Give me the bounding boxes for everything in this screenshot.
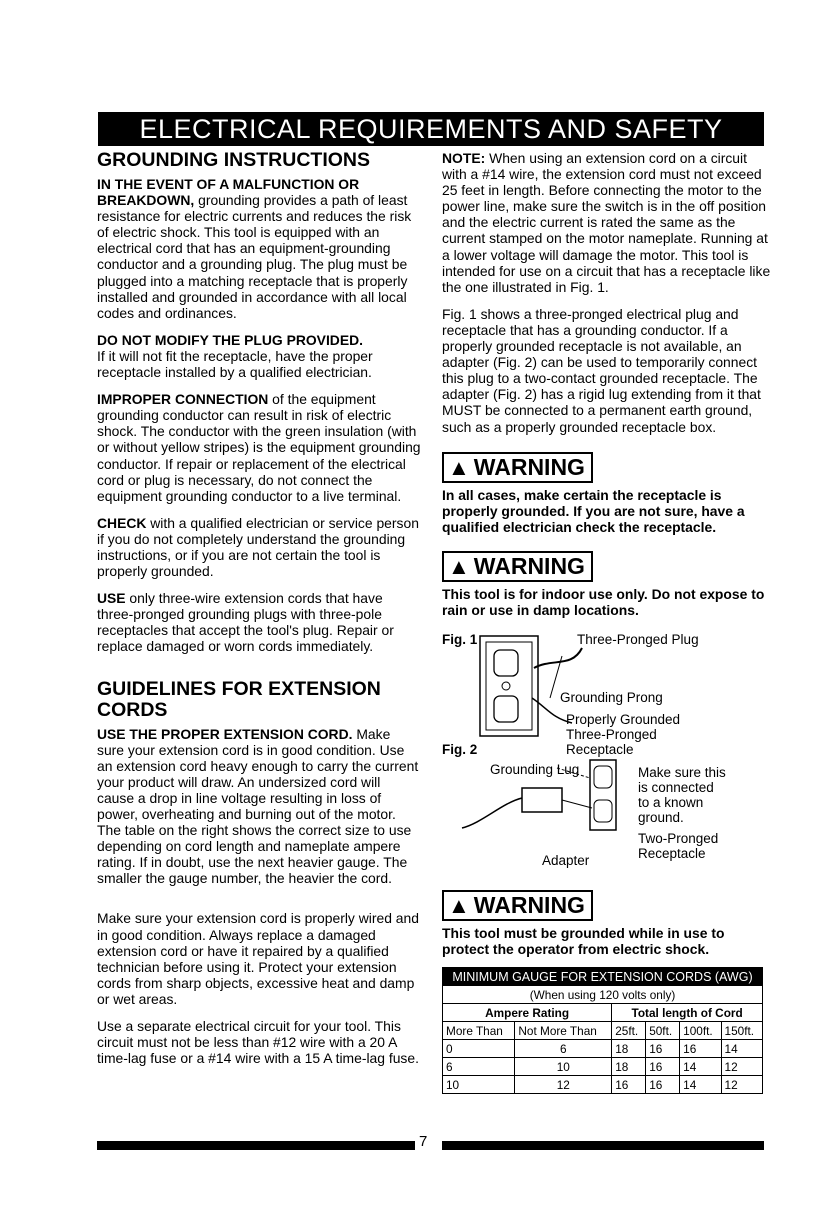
- lead-text: USE: [97, 590, 126, 607]
- body-text: only three-wire extension cords that have three-pronged grounding plugs with three-pole receptacles that accept the tool's plug. Repair or replace damaged or worn cords immediately.: [97, 590, 394, 655]
- body-text: When using an extension cord on a circuit with a #14 wire, the extension cord must not exceed 25 feet in length. Before connecting the motor to the power line, make sure the switch is in the off position and the electric current is rated the same as the current stamped on the motor nameplate. Running at a lower voltage will damage the motor. This tool is intended for use on a circuit that has a receptacle like the one illustrated in Fig. 1.: [442, 150, 771, 295]
- paragraph-check: [97, 515, 421, 579]
- cell: 12: [721, 1058, 762, 1076]
- lead-text: DO NOT MODIFY THE PLUG PROVIDED.: [97, 331, 363, 348]
- cell: 16: [646, 1058, 680, 1076]
- warning-triangle-icon: ▲: [448, 893, 470, 919]
- paragraph-modify: [97, 332, 421, 380]
- header-length: 25ft.: [612, 1022, 646, 1040]
- page-banner: ELECTRICAL REQUIREMENTS AND SAFETY: [98, 112, 764, 146]
- lead-text: IN THE EVENT OF A MALFUNCTION OR BREAKDOWN,: [97, 176, 360, 209]
- paragraph-fig: Fig. 1 shows a three-pronged electrical plug and receptacle that has a grounding conductor. If a properly grounded receptacle is not available, an adapter (Fig. 2) can be used to temporarily connect this plug to a two-contact grounded receptacle. The adapter (Fig. 2) has a rigid lug extending from it that MUST be connected to a permanent earth ground, such as a properly grounded receptacle box.: [442, 305, 761, 435]
- table-subtitle: (When using 120 volts only): [443, 986, 763, 1004]
- cell: 14: [680, 1058, 721, 1076]
- cell: 16: [646, 1040, 680, 1058]
- cell: 10: [515, 1058, 612, 1076]
- grounding-title: GROUNDING INSTRUCTIONS: [97, 149, 370, 171]
- body-text: If it will not fit the receptacle, have the proper receptacle installed by a qualified electrician.: [97, 347, 373, 381]
- page-number: 7: [419, 1133, 428, 1150]
- warning-text: This tool must be grounded while in use to protect the operator from electric shock.: [442, 925, 725, 958]
- lead-text: IMPROPER CONNECTION: [97, 391, 269, 408]
- lead-text: NOTE:: [442, 150, 486, 166]
- receptacle-label: Receptacle: [566, 742, 634, 758]
- figure-plug-receptacle: [442, 628, 772, 869]
- body-text: grounding provides a path of least resistance for electric currents and reduces the risk of electric shock. This tool is equipped with an electrical cord that has an equipment-grounding conductor and a grounding plug. The plug must be plugged into a matching receptacle that is properly installed and grounded in accordance with all local codes and ordinances.: [97, 192, 412, 321]
- extension-title: GUIDELINES FOR EXTENSION CORDS: [97, 677, 381, 721]
- lead-text: CHECK: [97, 514, 147, 531]
- cell: 14: [680, 1076, 721, 1094]
- cell: 12: [515, 1076, 612, 1094]
- make-sure-label: is connected: [638, 780, 714, 796]
- grounding-lug-label: Grounding Lug: [490, 762, 580, 778]
- right-column: [442, 150, 772, 1094]
- gauge-table: [442, 967, 763, 1094]
- body-text: with a qualified electrician or service person if you do not completely understand the grounding instructions, or if you are not certain the tool is properly grounded.: [97, 514, 419, 580]
- warning-word: WARNING: [473, 552, 585, 579]
- footer-bar-right: [442, 1141, 764, 1150]
- adapter-label: Adapter: [542, 853, 590, 869]
- cell: 16: [646, 1076, 680, 1094]
- cell: 0: [443, 1040, 515, 1058]
- table-row: [443, 1076, 763, 1094]
- header-ampere: Ampere Rating: [443, 1004, 612, 1022]
- cell: 10: [443, 1076, 515, 1094]
- cell: 16: [680, 1040, 721, 1058]
- paragraph-use: [97, 590, 421, 654]
- grounding-prong-label: Grounding Prong: [560, 690, 663, 706]
- cell: 18: [612, 1040, 646, 1058]
- spacer: [442, 844, 772, 884]
- warning-label: [442, 551, 593, 582]
- warning-text: In all cases, make certain the receptacle is properly grounded. If you are not sure, have a qualified electrician check the receptacle.: [442, 486, 745, 535]
- left-column: [97, 150, 421, 1077]
- header-length: 150ft.: [721, 1022, 762, 1040]
- header-total: Total length of Cord: [612, 1004, 763, 1022]
- header-more: More Than: [443, 1022, 515, 1040]
- cell: 12: [721, 1076, 762, 1094]
- receptacle2-label: Receptacle: [638, 846, 706, 862]
- warning-triangle-icon: ▲: [448, 454, 470, 480]
- header-notmore: Not More Than: [515, 1022, 612, 1040]
- cell: 6: [515, 1040, 612, 1058]
- cell: 18: [612, 1058, 646, 1076]
- make-sure-label: to a known: [638, 795, 704, 811]
- fig2-label: Fig. 2: [442, 742, 478, 758]
- properly-grounded-label: Properly Grounded: [566, 712, 681, 728]
- body-text: Make sure your extension cord is in good condition. Use an extension cord heavy enough to carry the current your product will draw. An undersized cord will cause a drop in line voltage resulting in loss of power, overheating and burning out of the motor. The table on the right shows the correct size to use depending on cord length and nameplate ampere rating. If in doubt, use the next heavier gauge. The smaller the gauge number, the heavier the cord.: [97, 725, 419, 887]
- table-title: MINIMUM GAUGE FOR EXTENSION CORDS (AWG): [443, 968, 763, 986]
- warning-label: [442, 452, 593, 483]
- cell: 6: [443, 1058, 515, 1076]
- fig1-label: Fig. 1: [442, 632, 478, 648]
- paragraph-malfunction: [97, 176, 421, 321]
- table-row: [443, 1040, 763, 1058]
- header-length: 100ft.: [680, 1022, 721, 1040]
- make-sure-label: ground.: [638, 810, 684, 826]
- paragraph-improper: [97, 391, 421, 504]
- header-length: 50ft.: [646, 1022, 680, 1040]
- three-pronged-plug-label: Three-Pronged Plug: [577, 632, 699, 648]
- footer-bar-left: [97, 1141, 415, 1150]
- table-row: [443, 1058, 763, 1076]
- paragraph-wired: Make sure your extension cord is properly wired and in good condition. Always replace a damaged extension cord or have it repaired by a qualified technician before using it. Protect your extension cords from sharp objects, excessive heat and damp or wet areas.: [97, 910, 419, 1007]
- warning-label: [442, 890, 593, 921]
- three-pronged-label: Three-Pronged: [566, 727, 657, 743]
- make-sure-label: Make sure this: [638, 765, 726, 781]
- cell: 16: [612, 1076, 646, 1094]
- paragraph-proper-cord: [97, 726, 421, 887]
- paragraph-circuit: Use a separate electrical circuit for your tool. This circuit must not be less than #12 wire with a 20 A time-lag fuse or a #14 wire with a 15 A time-lag fuse.: [97, 1018, 419, 1067]
- body-text: of the equipment grounding conductor can result in risk of electric shock. The conductor with the green insulation (with or without yellow stripes) is the equipment grounding conductor. If repair or replacement of the electrical cord or plug is necessary, do not connect the equipment grounding conductor to a live terminal.: [97, 391, 421, 504]
- lead-text: USE THE PROPER EXTENSION CORD.: [97, 725, 353, 742]
- two-pronged-label: Two-Pronged: [638, 831, 719, 847]
- cell: 14: [721, 1040, 762, 1058]
- warning-word: WARNING: [473, 892, 585, 919]
- warning-text: This tool is for indoor use only. Do not expose to rain or use in damp locations.: [442, 585, 765, 618]
- paragraph-note: [442, 150, 772, 295]
- warning-word: WARNING: [473, 453, 585, 480]
- warning-triangle-icon: ▲: [448, 553, 470, 579]
